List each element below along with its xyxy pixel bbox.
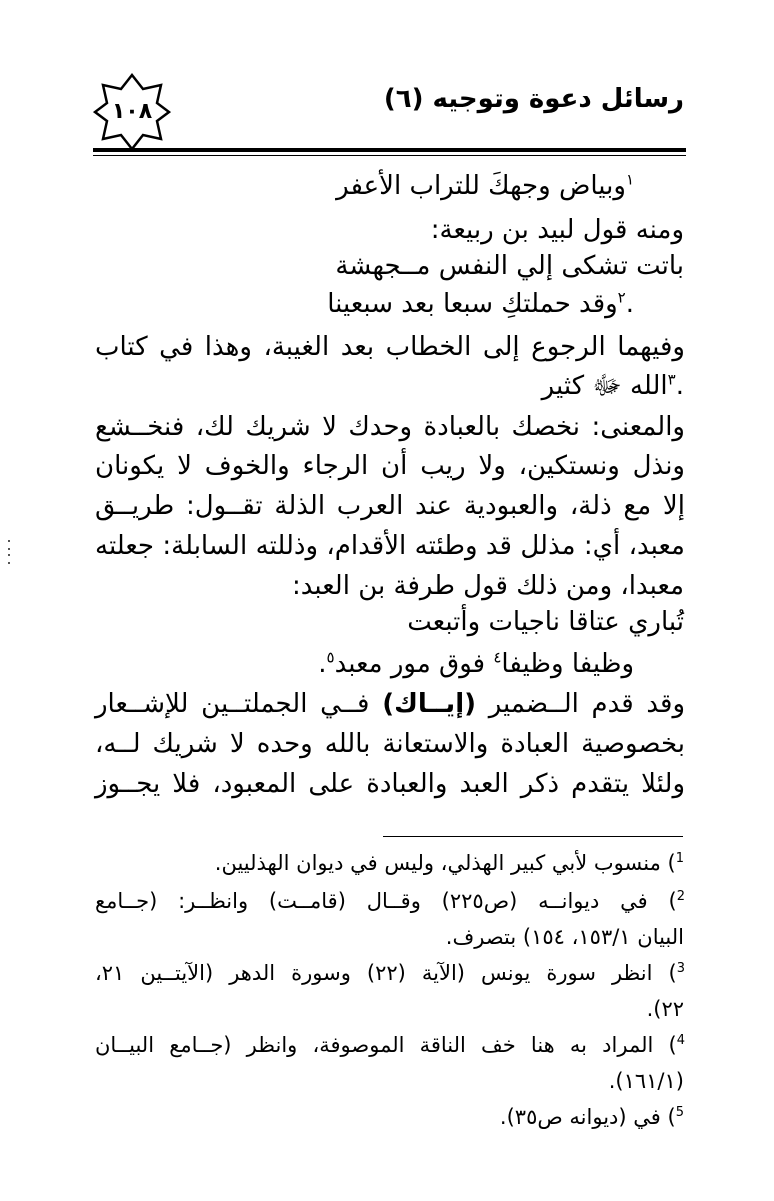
scan-specks — [8, 540, 12, 570]
quoted-pronoun: (إيــاك) — [382, 689, 476, 719]
page-number-badge — [93, 73, 171, 151]
footnote-marker: ٤ — [493, 648, 502, 667]
footnote-3: $^3$) انظر سورة يونس (الآية (٢٢) وسورة الدهر (الآيتــين ٢١، — [95, 961, 685, 985]
running-title: رسائل دعوة وتوجيه (٦) — [383, 84, 684, 114]
verse-line: .$^٢$وقد حملتكِ سبعا بعد سبعينا — [327, 288, 634, 319]
text-line: وفيهما الرجوع إلى الخطاب بعد الغيبة، وهذا في كتاب — [95, 332, 685, 362]
footnote-marker: ٥ — [326, 648, 335, 667]
verse-line: وظيفا وظيفا$^٤$ فوق مور معبد$^٥$. — [318, 648, 634, 679]
verse-line: تُباري عتاقا ناجيات وأتبعت — [407, 607, 684, 637]
text-line: ولئلا يتقدم ذكر العبد والعبادة على المعبود، فلا يجــوز — [95, 769, 685, 799]
footnote-3-cont: ٢٢). — [646, 997, 684, 1021]
text-line: .$^٣$الله ﷻ كثير — [541, 370, 684, 401]
footnote-4-cont: (١٦١/١). — [608, 1069, 684, 1093]
footnote-marker: ٢ — [617, 288, 626, 307]
footnote-5: $^5$) في (ديوانه ص٣٥). — [499, 1105, 684, 1129]
text-line: ونذل ونستكين، ولا ريب أن الرجاء والخوف لا يكونان — [95, 451, 685, 481]
text-line: والمعنى: نخصك بالعبادة وحدك لا شريك لك، فنخــشع — [95, 412, 685, 442]
text-line: إلا مع ذلة، والعبودية عند العرب الذلة تقــول: طريــق — [95, 491, 685, 521]
footnote-rule — [383, 836, 683, 837]
text-line: معبدا، ومن ذلك قول طرفة بن العبد: — [292, 571, 684, 601]
footnote-marker: ٣ — [667, 370, 676, 389]
header-rule-thin — [93, 155, 686, 156]
text-line: وقد قدم الــضمير (إيــاك) فــي الجملتــين للإشــعار — [95, 689, 686, 719]
text-line: بخصوصية العبادة والاستعانة بالله وحده لا شريك لــه، — [95, 729, 685, 759]
footnote-1: $^1$) منسوب لأبي كبير الهذلي، وليس في ديوان الهذليين. — [214, 851, 684, 875]
footnote-2-cont: البيان ١٥٣/١، ١٥٤) بتصرف. — [445, 925, 684, 949]
page-number: ١٠٨ — [111, 99, 153, 124]
footnote-marker: ١ — [625, 170, 634, 189]
verse-line: باتت تشكى إلي النفس مــجهشة — [335, 251, 684, 281]
footnote-4: $^4$) المراد به هنا خف الناقة الموصوفة، وانظر (جــامع البيــان — [95, 1033, 685, 1057]
header-rule-thick — [93, 148, 686, 152]
footnote-2: $^2$) في ديوانــه (ص٢٢٥) وقــال (قامــت) وانظــر: (جــامع — [95, 889, 685, 913]
text-line: ومنه قول لبيد بن ربيعة: — [430, 215, 684, 245]
text-line: معبد، أي: مذلل قد وطئته الأقدام، وذللته السابلة: جعلته — [95, 531, 685, 561]
verse-line: $^١$وبياض وجهكَ للتراب الأعفر — [336, 170, 634, 201]
